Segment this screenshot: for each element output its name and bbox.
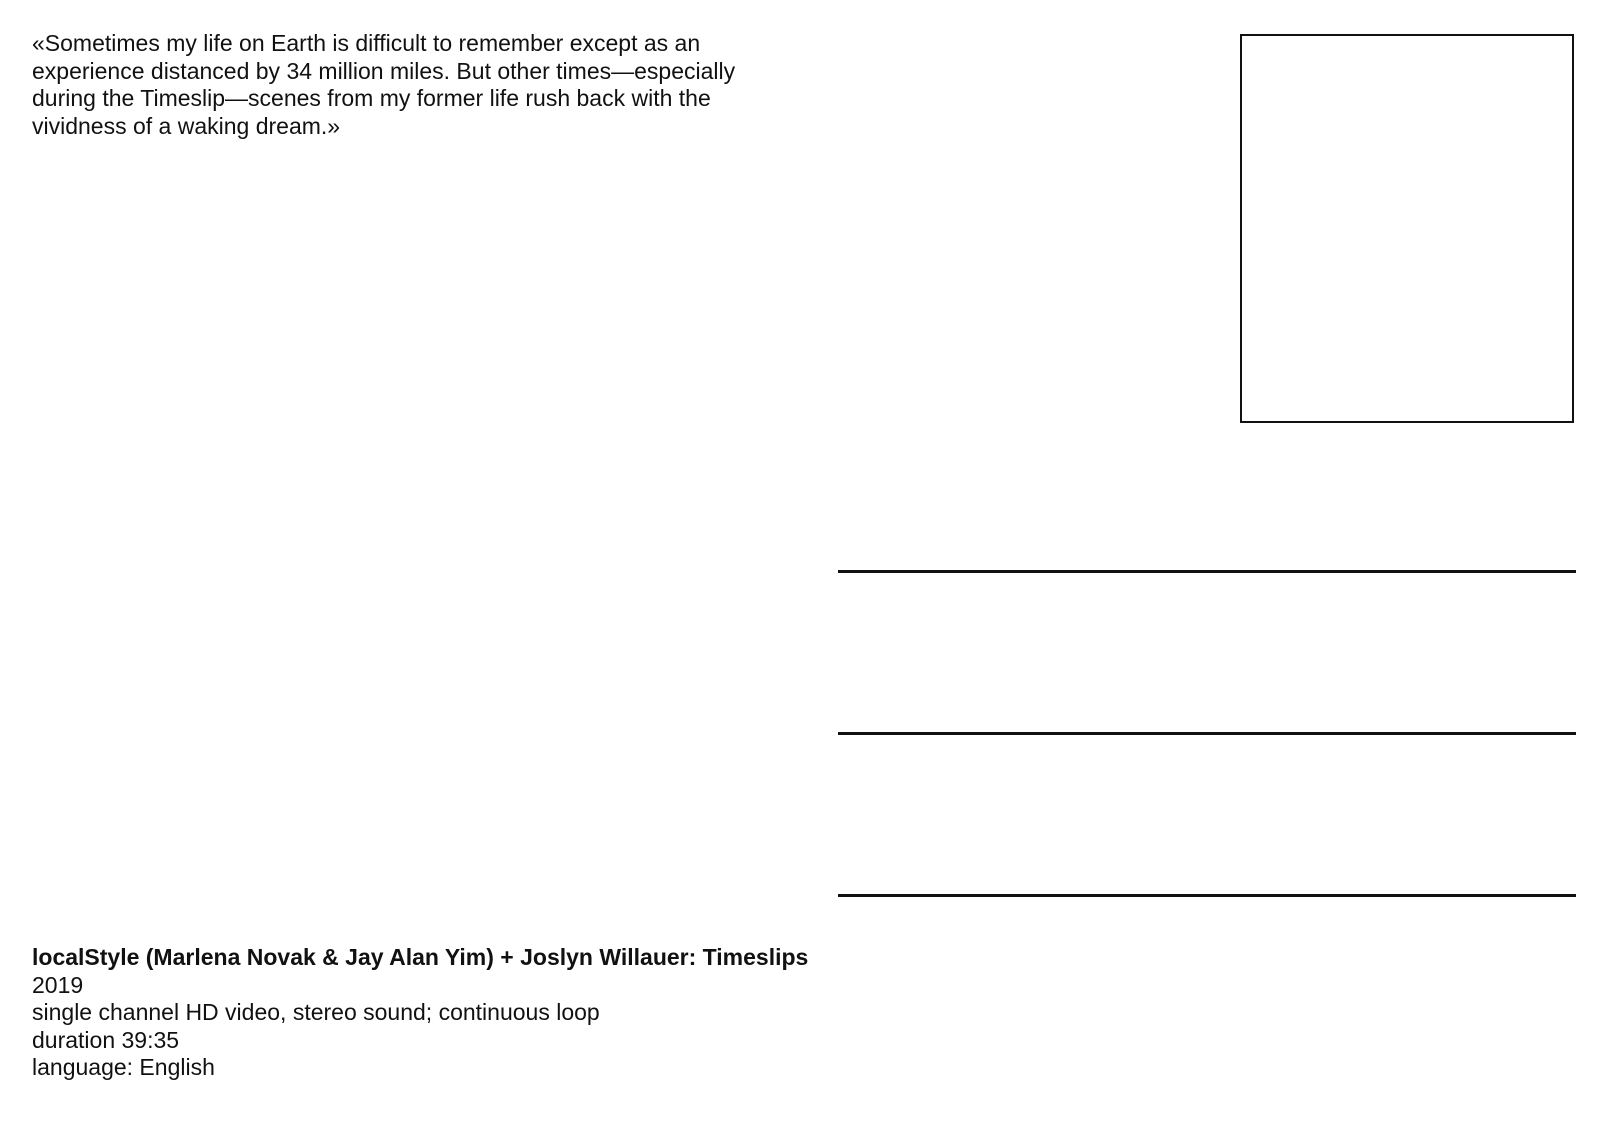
artwork-caption xyxy=(32,944,812,1082)
artwork-duration: duration 39:35 xyxy=(32,1026,180,1053)
artwork-language: language: English xyxy=(32,1054,215,1080)
artwork-title: localStyle (Marlena Novak & Jay Alan Yim) + Joslyn Willauer: Timeslips xyxy=(32,944,809,970)
artwork-medium: single channel HD video, stereo sound; continuous loop xyxy=(32,999,600,1025)
stamp-box xyxy=(1240,34,1574,423)
address-line-1 xyxy=(838,570,1576,573)
address-line-2 xyxy=(838,732,1576,735)
artwork-year: 2019 xyxy=(32,971,84,998)
quote-text: «Sometimes my life on Earth is difficult to remember except as an experience distanced by 34 million miles. But other times—especially during the Timeslip—scenes from my former life rush back with the vividness of a waking dream.» xyxy=(32,30,736,139)
address-line-3 xyxy=(838,894,1576,897)
